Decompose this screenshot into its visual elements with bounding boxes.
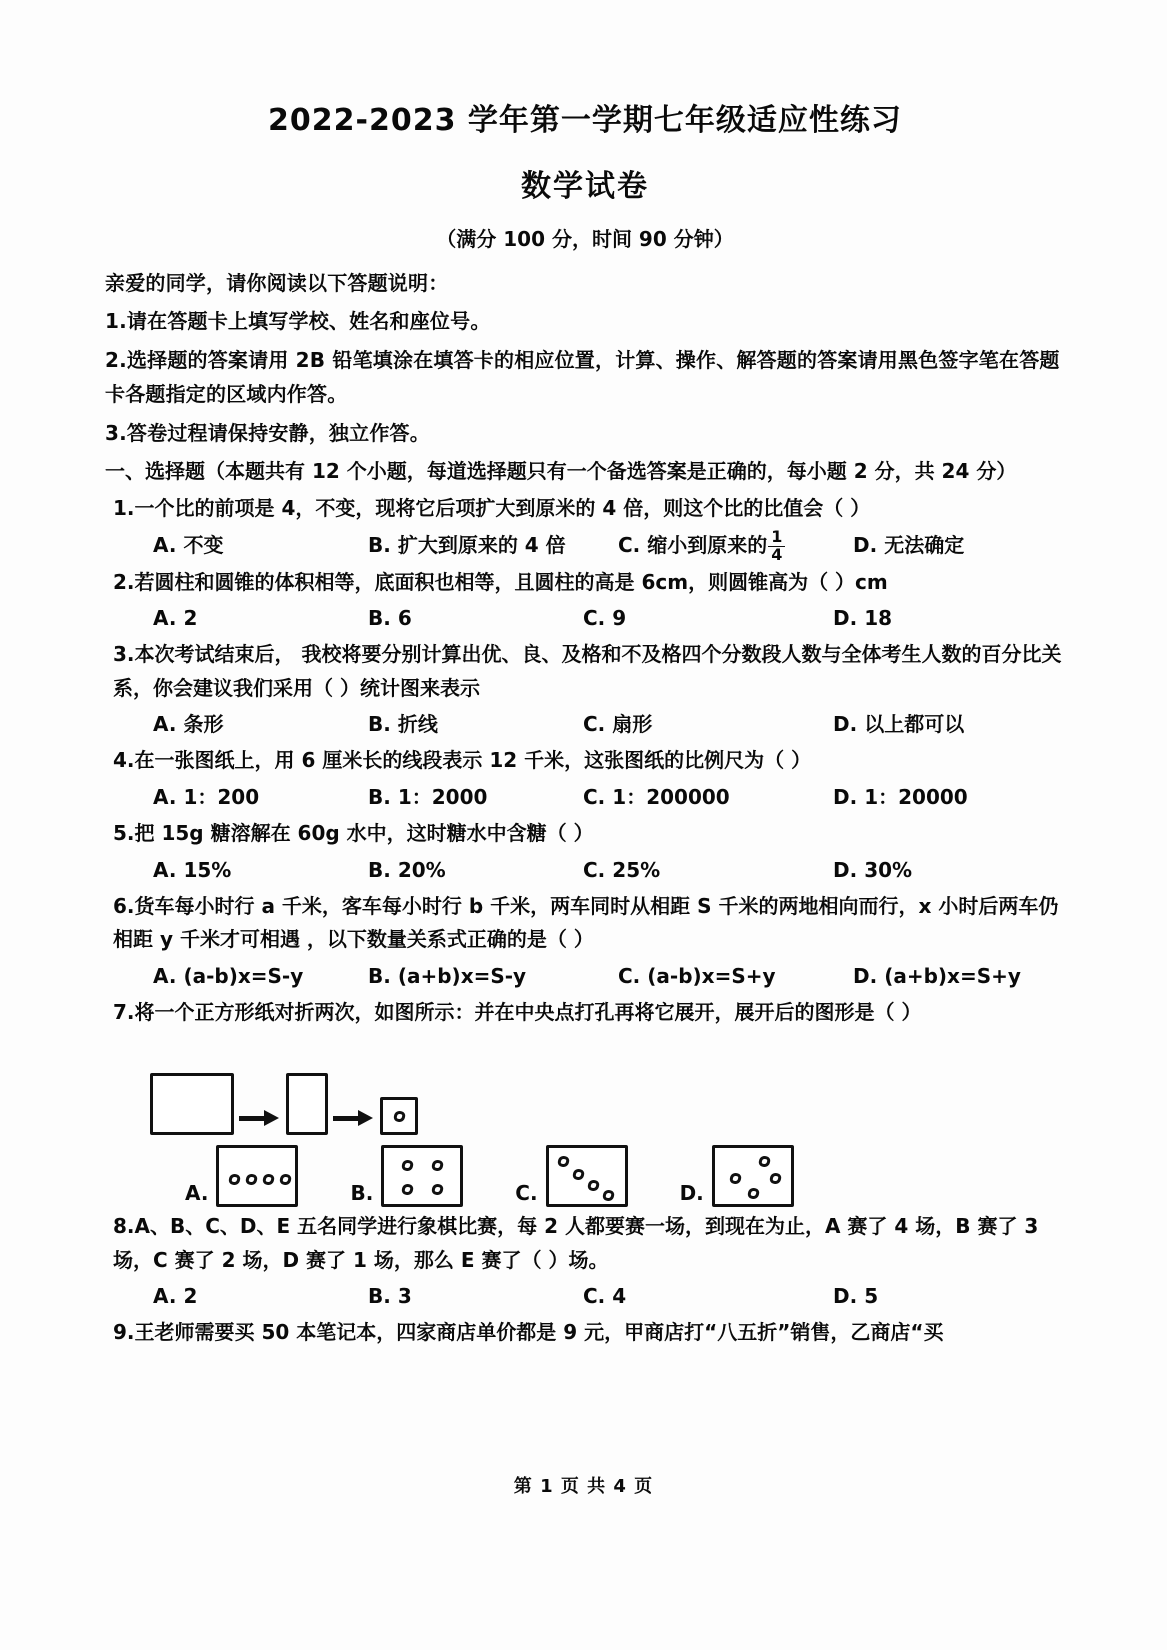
option-label: C. bbox=[618, 533, 641, 558]
question-5-options bbox=[105, 853, 1065, 887]
question-6-number: 6. bbox=[113, 893, 135, 918]
option-text: 5 bbox=[864, 1284, 879, 1309]
option-label: C. bbox=[583, 712, 606, 737]
question-4-number: 4. bbox=[113, 748, 135, 773]
question-8-text: A、B、C、D、E 五名同学进行象棋比赛，每 2 人都要赛一场，到现在为止，A 赛了 4 场，B 赛了 3 场，C 赛了 2 场，D 赛了 1 场，那么 E 赛了（ ）场。 bbox=[113, 1214, 1039, 1272]
score-time-line: （满分 100 分，时间 90 分钟） bbox=[436, 227, 734, 251]
instruction-item-3: 3.答卷过程请保持安静，独立作答。 bbox=[105, 420, 430, 445]
option-text: 1：2000 bbox=[397, 784, 488, 809]
option-label: C. bbox=[583, 784, 606, 809]
option-label: D. bbox=[833, 606, 858, 631]
question-7-stem bbox=[105, 996, 1065, 1030]
question-3-options bbox=[105, 707, 1065, 741]
option-label: C. bbox=[515, 1181, 538, 1206]
question-5-option-b[interactable] bbox=[368, 853, 583, 887]
punched-hole-icon bbox=[393, 1110, 406, 1123]
option-text: 不变 bbox=[183, 533, 224, 558]
folding-step-2-halved bbox=[286, 1073, 328, 1135]
option-label: B. bbox=[368, 784, 391, 809]
question-3-stem bbox=[105, 638, 1065, 705]
question-5-stem bbox=[105, 817, 1065, 851]
option-label: C. bbox=[583, 606, 606, 631]
question-3-option-c[interactable] bbox=[583, 707, 833, 741]
punched-hole-icon bbox=[769, 1172, 782, 1185]
option-label: A. bbox=[153, 712, 177, 737]
question-5-option-c[interactable] bbox=[583, 853, 833, 887]
option-text: 3 bbox=[397, 1284, 412, 1309]
option-label: C. bbox=[583, 857, 606, 882]
page-content bbox=[105, 95, 1065, 1350]
option-a-figure bbox=[216, 1145, 298, 1207]
question-7-text: 将一个正方形纸对折两次，如图所示：并在中央点打孔再将它展开，展开后的图形是（ ） bbox=[134, 999, 922, 1024]
question-1-options bbox=[105, 528, 1065, 563]
option-text: 20% bbox=[397, 857, 446, 882]
question-6-option-b[interactable] bbox=[368, 959, 618, 993]
option-text: 折线 bbox=[397, 712, 438, 737]
instructions-lead: 亲爱的同学，请你阅读以下答题说明： bbox=[105, 271, 449, 295]
option-label: C. bbox=[618, 963, 641, 988]
question-2-stem bbox=[105, 566, 1065, 600]
option-text: 2 bbox=[183, 1284, 198, 1309]
question-3-text: 本次考试结束后， 我校将要分别计算出优、良、及格和不及格四个分数段人数与全体考生人数的百分比关系，你会建议我们采用（ ）统计图来表示 bbox=[113, 642, 1062, 700]
option-label: B. bbox=[368, 963, 391, 988]
option-label: B. bbox=[368, 857, 391, 882]
option-label: A. bbox=[153, 963, 177, 988]
question-8-number: 8. bbox=[113, 1214, 135, 1239]
question-5-text: 把 15g 糖溶解在 60g 水中，这时糖水中含糖（ ） bbox=[134, 820, 594, 845]
option-label: D. bbox=[853, 963, 878, 988]
page-footer: 第 1 页 共 4 页 bbox=[513, 1476, 654, 1497]
fraction-denominator: 4 bbox=[768, 546, 785, 564]
question-6-options bbox=[105, 959, 1065, 993]
option-text: (a-b)x=S+y bbox=[647, 963, 776, 988]
option-text: 2 bbox=[183, 606, 198, 631]
page-subtitle: 数学试卷 bbox=[521, 169, 649, 204]
question-3-number: 3. bbox=[113, 642, 135, 667]
punched-hole-icon bbox=[572, 1168, 585, 1181]
question-7-option-c[interactable] bbox=[515, 1145, 627, 1207]
fraction-one-quarter bbox=[768, 526, 785, 564]
option-label: A. bbox=[185, 1181, 209, 1206]
question-1-stem bbox=[105, 492, 1065, 526]
option-text: 缩小到原来的 bbox=[647, 533, 768, 558]
question-4-option-d[interactable] bbox=[833, 780, 968, 814]
question-2-number: 2. bbox=[113, 569, 135, 594]
option-label: B. bbox=[368, 712, 391, 737]
question-1-option-b[interactable] bbox=[368, 528, 618, 562]
question-4-text: 在一张图纸上，用 6 厘米长的线段表示 12 千米，这张图纸的比例尺为（ ） bbox=[134, 748, 812, 773]
option-label: A. bbox=[153, 784, 177, 809]
question-1-option-a[interactable] bbox=[153, 528, 368, 562]
question-8-options bbox=[105, 1279, 1065, 1313]
punched-hole-icon bbox=[262, 1173, 275, 1186]
option-label: B. bbox=[368, 1284, 391, 1309]
question-8-stem bbox=[105, 1210, 1065, 1277]
question-4-options bbox=[105, 780, 1065, 814]
punched-hole-icon bbox=[587, 1179, 600, 1192]
option-text: 扇形 bbox=[612, 712, 653, 737]
option-label: C. bbox=[583, 1284, 606, 1309]
question-2-option-a[interactable] bbox=[153, 601, 368, 635]
option-text: 1：20000 bbox=[864, 784, 968, 809]
option-text: 30% bbox=[864, 857, 913, 882]
option-text: 1：200000 bbox=[612, 784, 730, 809]
option-label: A. bbox=[153, 606, 177, 631]
option-text: 15% bbox=[183, 857, 232, 882]
option-text: (a+b)x=S-y bbox=[397, 963, 527, 988]
option-b-figure bbox=[381, 1145, 463, 1207]
question-2-option-c[interactable] bbox=[583, 601, 833, 635]
punched-hole-icon bbox=[245, 1173, 258, 1186]
paper-folding-diagram bbox=[105, 1043, 1065, 1135]
option-text: 18 bbox=[864, 606, 893, 631]
punched-hole-icon bbox=[431, 1183, 444, 1196]
question-6-text: 货车每小时行 a 千米，客车每小时行 b 千米，两车同时从相距 S 千米的两地相向而行，x 小时后两车仍相距 y 千米才可相遇 ，以下数量关系式正确的是（ ） bbox=[113, 893, 1059, 952]
question-1-number: 1. bbox=[113, 496, 135, 521]
option-text: 9 bbox=[612, 606, 627, 631]
option-text: 6 bbox=[397, 606, 412, 631]
option-d-figure bbox=[712, 1145, 794, 1207]
option-text: 1：200 bbox=[183, 784, 260, 809]
option-text: 条形 bbox=[183, 712, 224, 737]
question-3-option-b[interactable] bbox=[368, 707, 583, 741]
option-label: D. bbox=[833, 1284, 858, 1309]
punched-hole-icon bbox=[401, 1183, 414, 1196]
question-3-option-d[interactable] bbox=[833, 707, 964, 741]
option-label: D. bbox=[679, 1181, 704, 1206]
option-text: 25% bbox=[612, 857, 661, 882]
question-9-text: 王老师需要买 50 本笔记本，四家商店单价都是 9 元，甲商店打“八五折”销售，乙商店“买 bbox=[134, 1320, 944, 1345]
punched-hole-icon bbox=[401, 1159, 414, 1172]
folding-step-1-square bbox=[150, 1073, 234, 1135]
option-label: A. bbox=[153, 1284, 177, 1309]
option-label: B. bbox=[368, 533, 391, 558]
punched-hole-icon bbox=[747, 1187, 760, 1200]
question-6-option-a[interactable] bbox=[153, 959, 368, 993]
punched-hole-icon bbox=[228, 1173, 241, 1186]
question-2-options bbox=[105, 601, 1065, 635]
question-1-option-c[interactable] bbox=[618, 528, 853, 563]
option-label: D. bbox=[833, 784, 858, 809]
punched-hole-icon bbox=[431, 1159, 444, 1172]
option-text: 以上都可以 bbox=[864, 712, 965, 737]
question-3-option-a[interactable] bbox=[153, 707, 368, 741]
option-text: (a+b)x=S+y bbox=[884, 963, 1021, 988]
question-2-text: 若圆柱和圆锥的体积相等，底面积也相等，且圆柱的高是 6cm，则圆锥高为（ ）cm bbox=[134, 569, 888, 594]
folding-step-3-quarter-with-hole bbox=[380, 1097, 418, 1135]
question-8-option-c[interactable] bbox=[583, 1279, 833, 1313]
question-6-option-d[interactable] bbox=[853, 959, 1021, 993]
option-label: D. bbox=[833, 857, 858, 882]
option-text: 无法确定 bbox=[884, 533, 965, 558]
fraction-numerator: 1 bbox=[771, 526, 783, 546]
question-6-option-c[interactable] bbox=[618, 959, 853, 993]
question-1-option-d[interactable] bbox=[853, 528, 964, 562]
question-8-option-b[interactable] bbox=[368, 1279, 583, 1313]
option-label: D. bbox=[853, 533, 878, 558]
question-7-option-d[interactable] bbox=[680, 1145, 794, 1207]
question-9-number: 9. bbox=[113, 1320, 135, 1345]
option-text: 扩大到原来的 4 倍 bbox=[397, 533, 566, 558]
arrow-right-icon bbox=[333, 1107, 375, 1129]
question-9-stem bbox=[105, 1316, 1065, 1350]
question-8-option-a[interactable] bbox=[153, 1279, 368, 1313]
option-text: (a-b)x=S-y bbox=[183, 963, 304, 988]
option-label: D. bbox=[833, 712, 858, 737]
page-title: 2022-2023 学年第一学期七年级适应性练习 bbox=[268, 103, 902, 138]
question-2-option-b[interactable] bbox=[368, 601, 583, 635]
option-c-figure bbox=[546, 1145, 628, 1207]
punched-hole-icon bbox=[602, 1189, 615, 1202]
question-4-option-a[interactable] bbox=[153, 780, 368, 814]
instruction-item-2: 2.选择题的答案请用 2B 铅笔填涂在填答卡的相应位置，计算、操作、解答题的答案请用黑色签字笔在答题卡各题指定的区域内作答。 bbox=[105, 347, 1060, 407]
question-4-option-b[interactable] bbox=[368, 780, 583, 814]
question-7-option-a[interactable] bbox=[185, 1145, 298, 1207]
punched-hole-icon bbox=[279, 1173, 292, 1186]
instruction-item-1: 1.请在答题卡上填写学校、姓名和座位号。 bbox=[105, 309, 491, 334]
question-5-option-d[interactable] bbox=[833, 853, 912, 887]
arrow-right-icon bbox=[239, 1107, 281, 1129]
question-1-text: 一个比的前项是 4，不变，现将它后项扩大到原米的 4 倍，则这个比的比值会（ ） bbox=[134, 496, 871, 521]
question-4-option-c[interactable] bbox=[583, 780, 833, 814]
question-7-option-b[interactable] bbox=[350, 1145, 463, 1207]
question-2-option-d[interactable] bbox=[833, 601, 892, 635]
option-text: 4 bbox=[612, 1284, 627, 1309]
question-4-stem bbox=[105, 744, 1065, 778]
option-label: B. bbox=[368, 606, 391, 631]
question-6-stem bbox=[105, 890, 1065, 957]
question-5-option-a[interactable] bbox=[153, 853, 368, 887]
question-5-number: 5. bbox=[113, 820, 135, 845]
question-7-number: 7. bbox=[113, 999, 135, 1024]
punched-hole-icon bbox=[729, 1172, 742, 1185]
option-label: A. bbox=[153, 857, 177, 882]
question-8-option-d[interactable] bbox=[833, 1279, 878, 1313]
option-label: B. bbox=[350, 1181, 374, 1206]
question-7-figure-options bbox=[105, 1145, 1065, 1207]
option-label: A. bbox=[153, 533, 177, 558]
punched-hole-icon bbox=[557, 1155, 570, 1168]
section-heading-choice: 一、选择题（本题共有 12 个小题，每道选择题只有一个备选答案是正确的，每小题 2 分，共 24 分） bbox=[105, 458, 1017, 483]
punched-hole-icon bbox=[758, 1155, 771, 1168]
